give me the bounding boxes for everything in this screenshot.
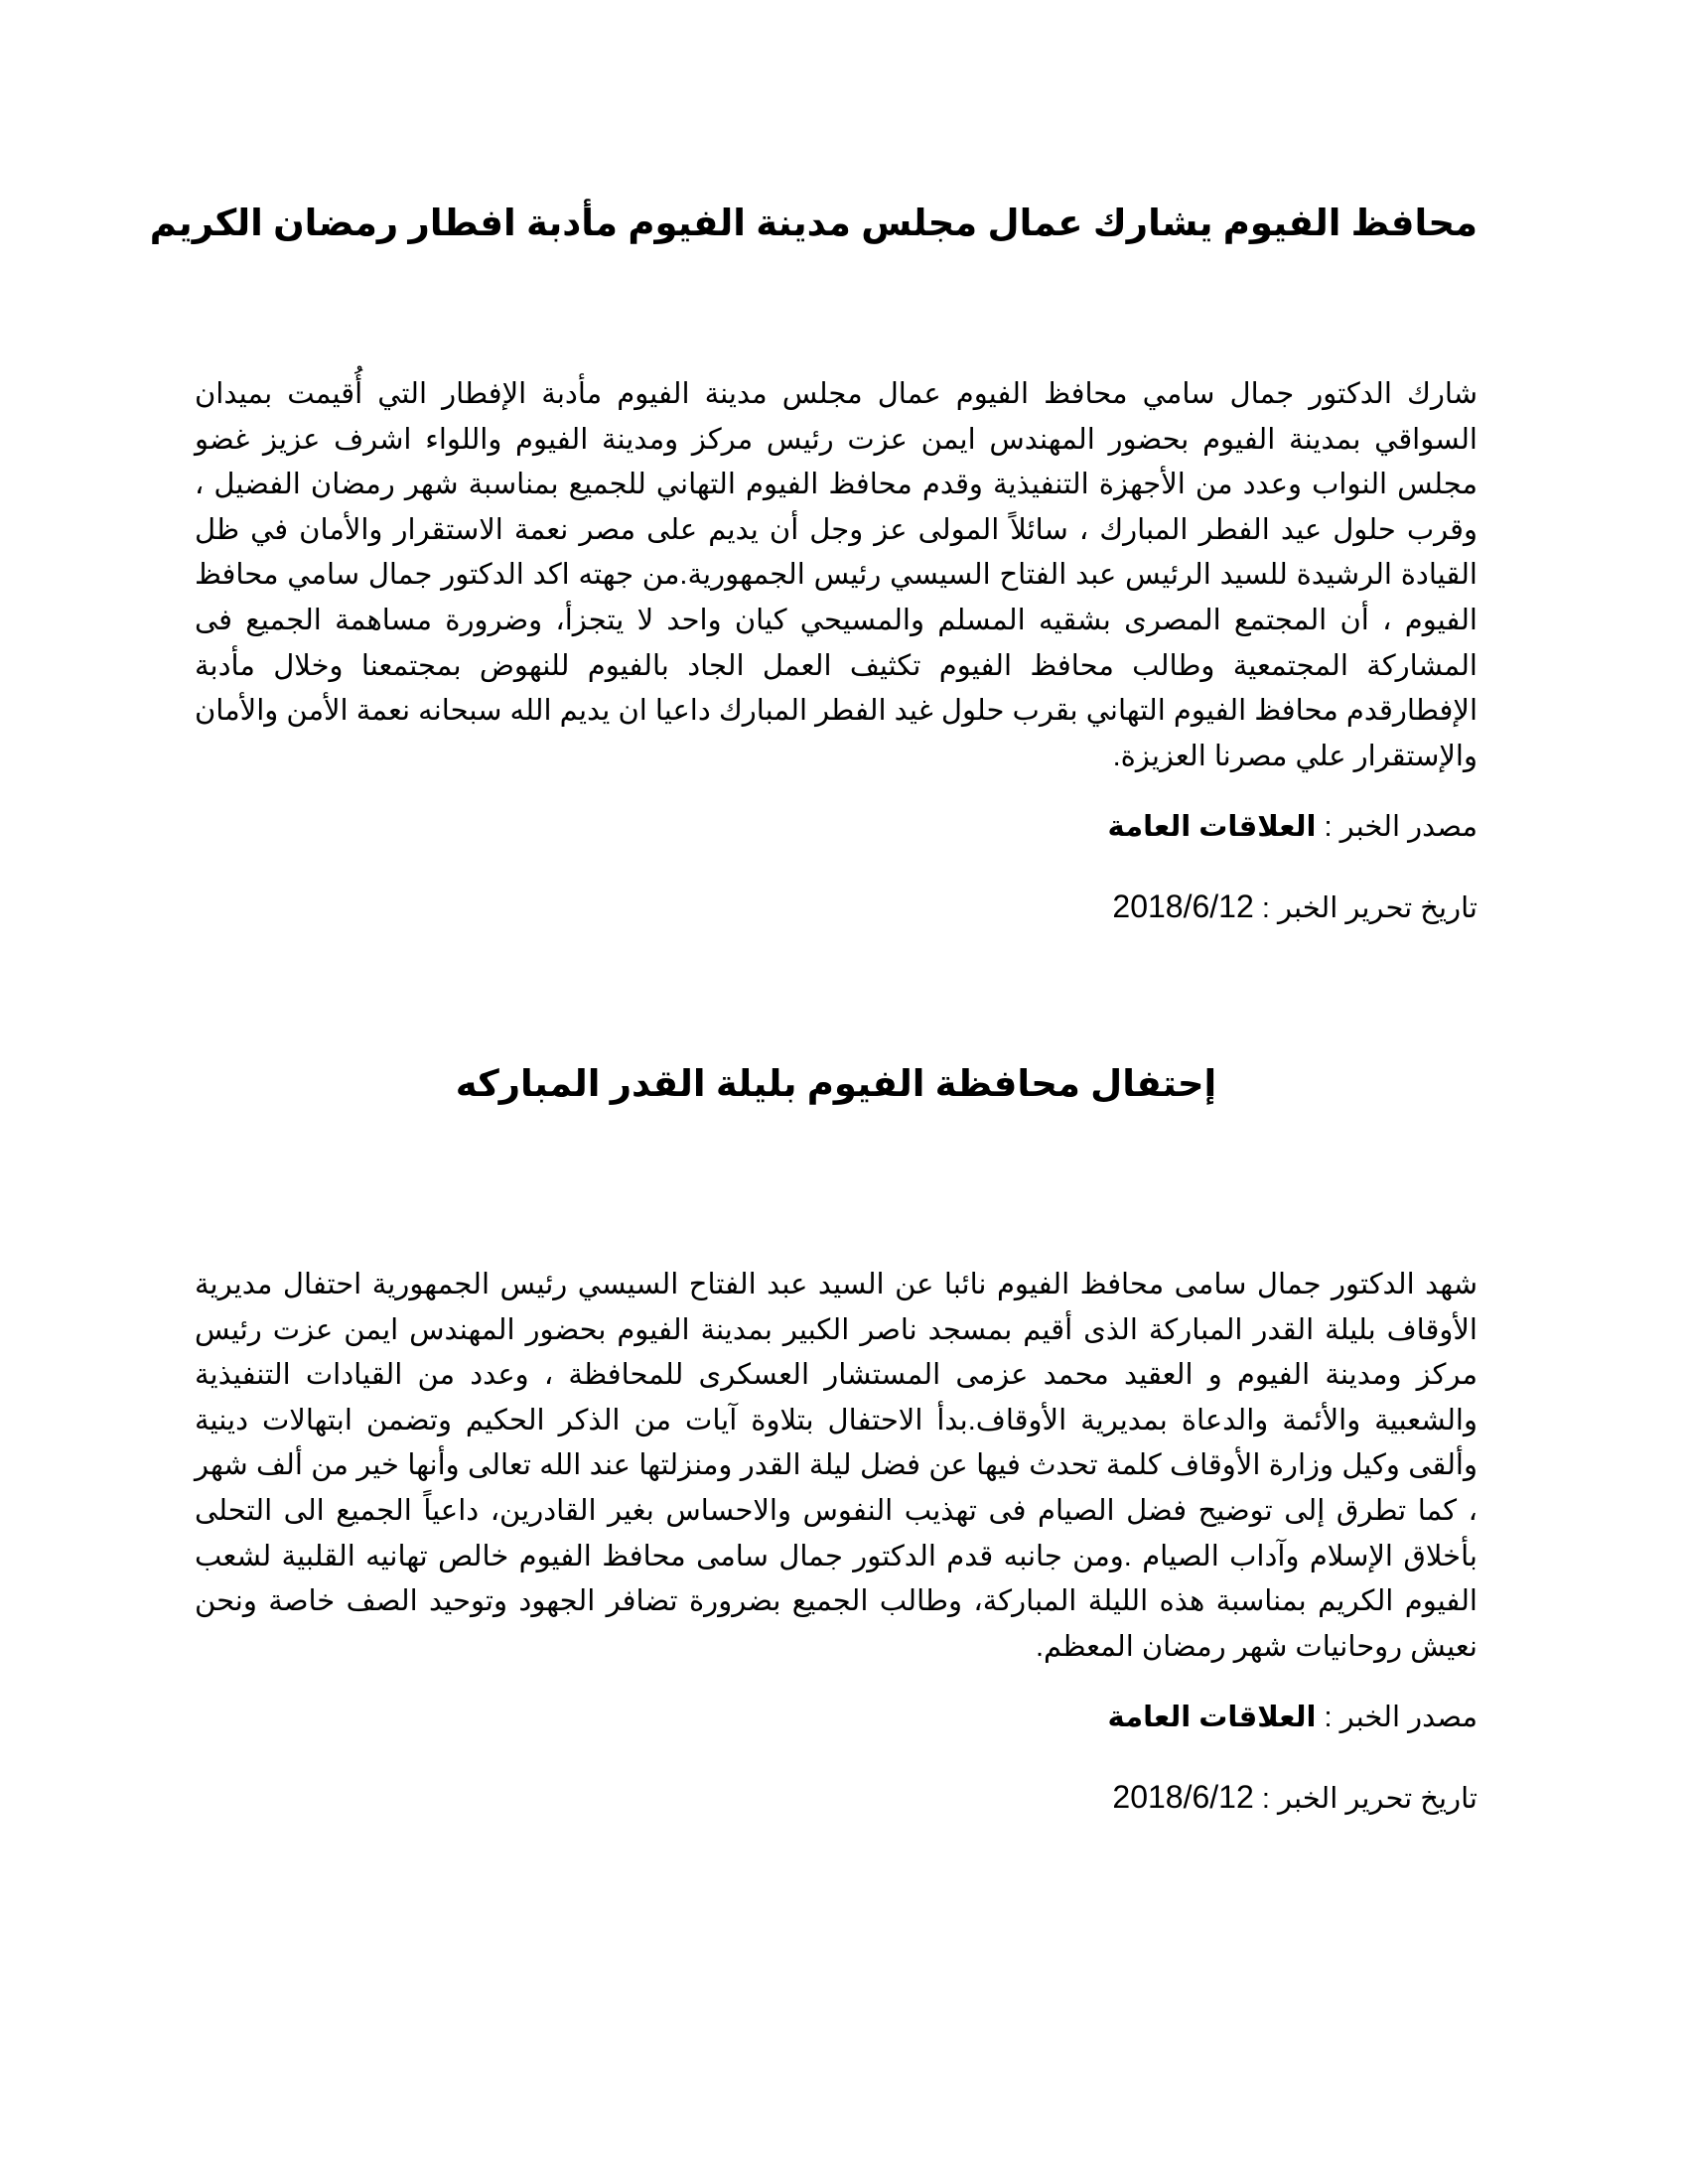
news-source-line: [195, 807, 1477, 847]
news-article-2: [195, 1054, 1477, 1819]
news-source-line: [195, 1698, 1477, 1737]
news-date-label: تاريخ تحرير الخبر :: [1261, 1783, 1477, 1816]
news-source-label: مصدر الخبر :: [1324, 1702, 1477, 1734]
article-body: شهد الدكتور جمال سامى محافظ الفيوم نائبا عن السيد عبد الفتاح السيسي رئيس الجمهورية احتفال مديرية الأوقاف بليلة القدر المباركة الذى أقيم بمسجد ناصر الكبير بمدينة الفيوم بحضور المهندس ايمن عزت رئيس مركز ومدينة الفيوم و العقيد محمد عزمى المستشار العسكرى للمحافظة ، وعدد من القيادات التنفيذية والشعبية والأئمة والدعاة بمديرية الأوقاف.بدأ الاحتفال بتلاوة آيات من الذكر الحكيم وتضمن ابتهالات دينية وألقى وكيل وزارة الأوقاف كلمة تحدث فيها عن فضل ليلة القدر ومنزلتها عند الله تعالى وأنها خير من ألف شهر ، كما تطرق إلى توضيح فضل الصيام فى تهذيب النفوس والاحساس بغير القادرين، داعياً الجميع الى التحلى بأخلاق الإسلام وآداب الصيام .ومن جانبه قدم الدكتور جمال سامى محافظ الفيوم خالص تهانيه القلبية لشعب الفيوم الكريم بمناسبة هذه الليلة المباركة، وطالب الجميع بضرورة تضافر الجهود وتوحيد الصف خاصة ونحن نعيش روحانيات شهر رمضان المعظم.: [195, 1269, 1477, 1663]
news-source-value: العلاقات العامة: [1107, 1702, 1317, 1734]
news-date-line: [195, 1777, 1477, 1819]
news-date-value: 2018/6/12: [1112, 888, 1254, 925]
article-title: إحتفال محافظة الفيوم بليلة القدر المباركه: [455, 1063, 1217, 1104]
news-date-label: تاريخ تحرير الخبر :: [1261, 892, 1477, 925]
article-title: محافظ الفيوم يشارك عمال مجلس مدينة الفيوم مأدبة افطار رمضان الكريم: [149, 203, 1477, 243]
news-article-1: [149, 194, 1477, 928]
news-source-label: مصدر الخبر :: [1324, 811, 1477, 844]
news-date-line: [195, 887, 1477, 928]
news-source-value: العلاقات العامة: [1107, 811, 1317, 844]
news-date-value: 2018/6/12: [1112, 1779, 1254, 1816]
article-body: شارك الدكتور جمال سامي محافظ الفيوم عمال مجلس مدينة الفيوم مأدبة الإفطار التي أُقيمت بميدان السواقي بمدينة الفيوم بحضور المهندس ايمن عزت رئيس مركز ومدينة الفيوم واللواء اشرف عزيز غضو مجلس النواب وعدد من الأجهزة التنفيذية وقدم محافظ الفيوم التهاني للجميع بمناسبة شهر رمضان الفضيل ، وقرب حلول عيد الفطر المبارك ، سائلاً المولى عز وجل أن يديم على مصر نعمة الاستقرار والأمان في ظل القيادة الرشيدة للسيد الرئيس عبد الفتاح السيسي رئيس الجمهورية.من جهته اكد الدكتور جمال سامي محافظ الفيوم ، أن المجتمع المصرى بشقيه المسلم والمسيحي كيان واحد لا يتجزأ، وضرورة مساهمة الجميع فى المشاركة المجتمعية وطالب محافظ الفيوم تكثيف العمل الجاد بالفيوم للنهوض بمجتمعنا وخلال مأدبة الإفطارقدم محافظ الفيوم التهاني بقرب حلول غيد الفطر المبارك داعيا ان يديم الله سبحانه نعمة الأمن والأمان والإستقرار علي مصرنا العزيزة.: [195, 378, 1477, 772]
